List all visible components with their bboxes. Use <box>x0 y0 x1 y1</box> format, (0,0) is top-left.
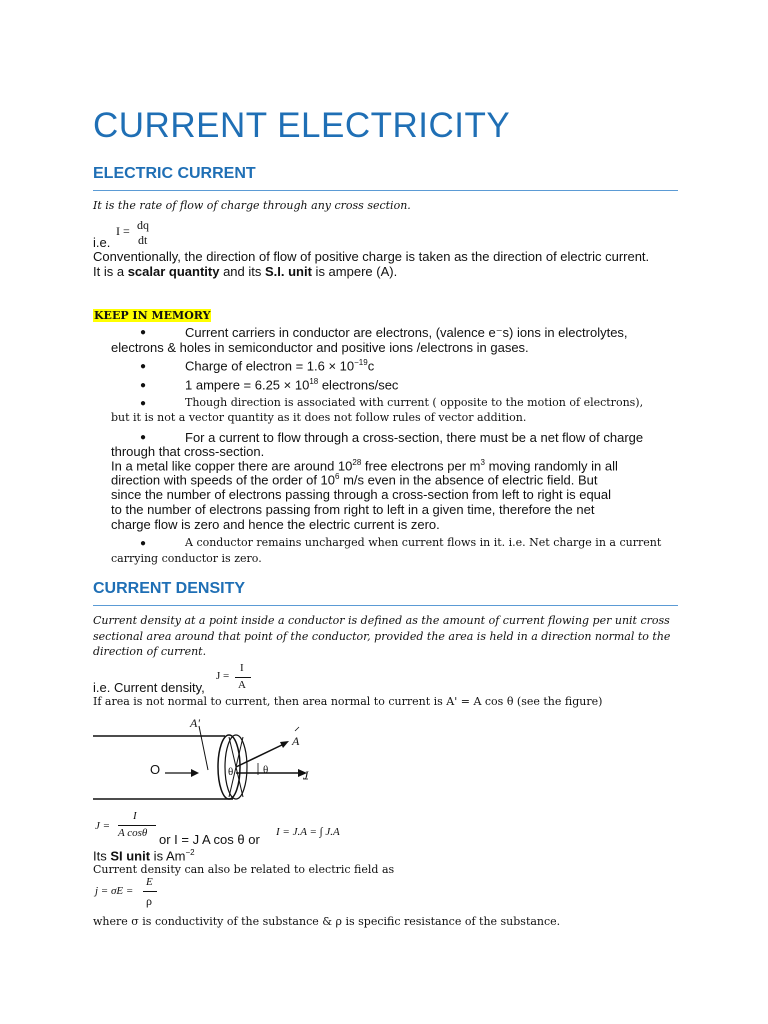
bullet-4-line-2: but it is not a vector quantity as it does not follow rules of vector addition. <box>111 411 527 424</box>
fig-label-a: A <box>292 734 300 748</box>
f2-vector-form: I = J.A = ∫ J.A <box>276 826 340 838</box>
page-title: CURRENT ELECTRICITY <box>93 106 511 145</box>
fig-label-theta-1: θ <box>228 766 234 778</box>
fig-label-theta-2: θ <box>263 764 269 776</box>
where-text: where σ is conductivity of the substance & ρ is specific resistance of the substance. <box>93 915 561 928</box>
conductor-figure <box>93 715 333 810</box>
formula-lhs: I = <box>116 224 130 238</box>
f3-numerator: E <box>146 876 153 888</box>
ie-text: i.e. <box>93 235 111 250</box>
bullet-5-line-3: In a metal like copper there are around $10^{28}$ free electrons per $m^3$ moving randomly in all <box>111 458 618 474</box>
formula-numerator: dq <box>137 218 149 232</box>
bullet-5-line-2: through that cross-section. <box>111 444 265 459</box>
fraction-bar <box>118 825 156 826</box>
bullet-1-line-1: Current carriers in conductor are electrons, (valence e⁻s) ions in electrolytes, <box>185 325 628 340</box>
section-heading-current-density: CURRENT DENSITY <box>93 580 246 597</box>
bullet-1-line-2: electrons & holes in semiconductor and positive ions /electrons in gases. <box>111 340 529 355</box>
fig-label-a-prime: A' <box>190 716 200 730</box>
formula-denominator: dt <box>138 233 148 247</box>
keep-in-memory-label: KEEP IN MEMORY <box>94 309 211 322</box>
fraction-bar <box>235 677 251 678</box>
j-formula-denominator: A <box>238 679 246 691</box>
definition-text: It is the rate of flow of charge through any cross section. <box>93 199 411 212</box>
j-formula-numerator: I <box>240 662 244 674</box>
bullet-3: 1 ampere = $6.25 \times 10^{18}$ electrons/sec <box>185 377 399 393</box>
bullet-5-line-1: For a current to flow through a cross-section, there must be a net flow of charge <box>185 430 644 445</box>
fig-label-o: O <box>150 762 161 777</box>
section-heading-electric-current: ELECTRIC CURRENT <box>93 165 256 182</box>
section-divider <box>93 605 678 606</box>
related-text: Current density can also be related to electric field as <box>93 863 395 876</box>
bullet-6-line-1: A conductor remains uncharged when current flows in it. i.e. Net charge in a current <box>185 536 662 549</box>
f3-lhs: j = σE = <box>95 885 134 897</box>
bullet-icon: ● <box>140 361 147 372</box>
f2-denominator: A cosθ <box>118 827 148 839</box>
bullet-icon: ● <box>140 538 147 549</box>
bullet-icon: ● <box>140 380 147 391</box>
area-text: If area is not normal to current, then area normal to current is A' = A cos θ (see the figure) <box>93 695 603 708</box>
bullet-5-line-5: since the number of electrons passing through a cross-section from left to right is equal <box>111 487 612 502</box>
bullet-6-line-2: carrying conductor is zero. <box>111 552 262 565</box>
bullet-5-line-7: charge flow is zero and hence the electric current is zero. <box>111 517 440 532</box>
convention-text: Conventionally, the direction of flow of positive charge is taken as the direction of electric current. <box>93 249 650 264</box>
density-def-line-2: sectional area around that point of the conductor, provided the area is held in a direction normal to the <box>93 630 671 643</box>
bullet-2: Charge of electron = $1.6 \times 10^{-19}c$ <box>185 358 375 374</box>
scalar-text: It is a scalar quantity and its S.I. unit is ampere (A). <box>93 264 398 279</box>
bullet-5-line-4: direction with speeds of the order of $10^6$ m/s even in the absence of electric field. But <box>111 472 598 488</box>
bullet-icon: ● <box>140 398 147 409</box>
fraction-bar <box>143 891 157 892</box>
bullet-4-line-1: Though direction is associated with current ( opposite to the motion of electrons), <box>185 396 644 409</box>
si-unit-text: Its SI unit is $Am^{-2}$ <box>93 848 195 864</box>
section-divider <box>93 190 678 191</box>
density-def-line-3: direction of current. <box>93 645 207 658</box>
j-formula-lhs: J = <box>216 670 230 682</box>
f2-lhs: J = <box>95 820 111 832</box>
bullet-icon: ● <box>140 432 147 443</box>
f3-denominator: ρ <box>146 894 152 908</box>
bullet-icon: ● <box>140 327 147 338</box>
fig-label-j: J <box>303 768 309 782</box>
f2-numerator: I <box>133 810 137 822</box>
bullet-5-line-6: to the number of electrons passing from right to left in a given time, therefore the net <box>111 502 595 517</box>
density-def-line-1: Current density at a point inside a conductor is defined as the amount of current flowing per unit cross <box>93 614 670 627</box>
ie-density-text: i.e. Current density, <box>93 680 205 695</box>
f2-or-text: or I = J A cos θ or <box>159 832 260 847</box>
